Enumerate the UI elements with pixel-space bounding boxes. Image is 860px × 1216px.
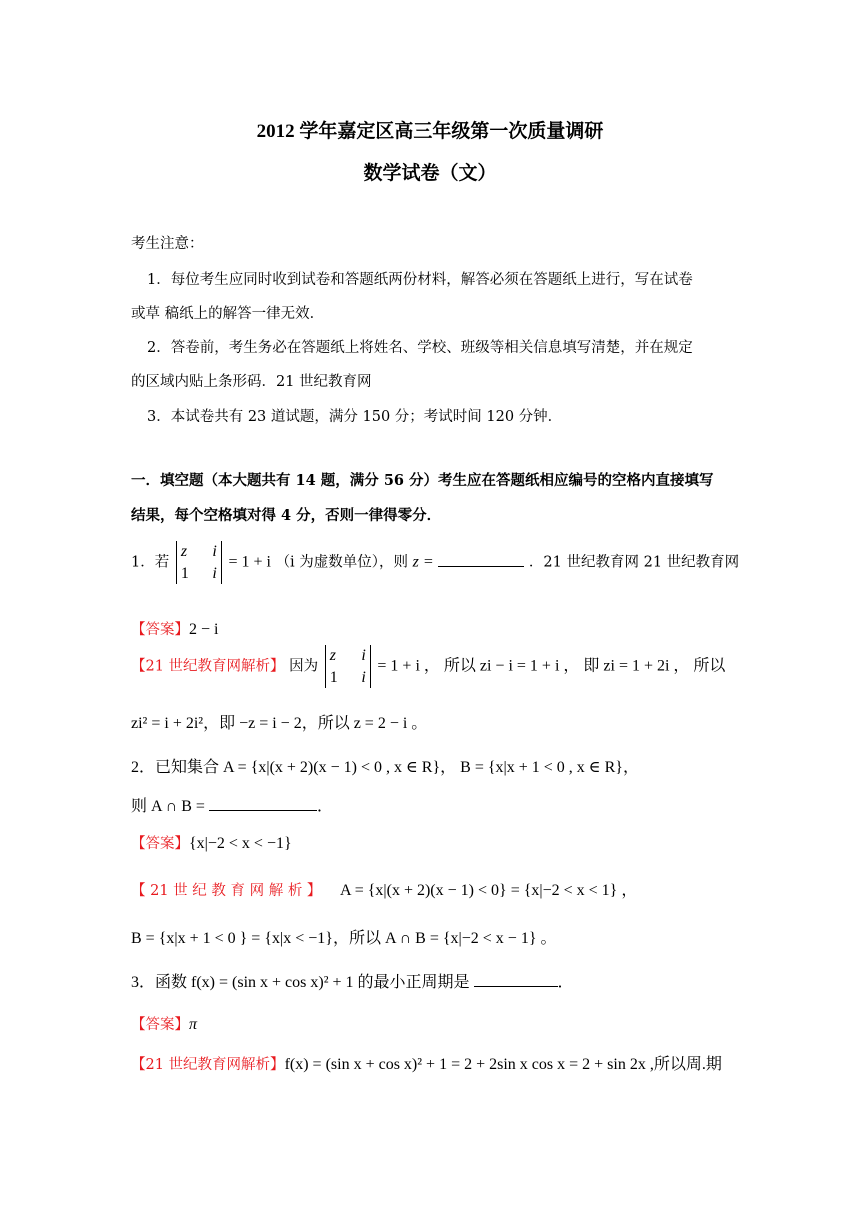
notice-heading: 考生注意： (131, 236, 204, 252)
question-1-equation: = 1 + i (228, 553, 271, 571)
analysis-text-a: f(x) = (sin x + cos x)² + 1 = 2 + 2sin x cos x = 2 + sin 2x ,所以周.期 (284, 1056, 722, 1073)
answer-label: 【答案】 (131, 622, 189, 638)
notice-item-1-line2: 或草 稿纸上的解答一律无效． (131, 306, 325, 322)
question-3-answer-blank (474, 972, 558, 987)
section-heading-line1: 一．填空题（本大题共有 14 题，满分 56 分）考生应在答题纸相应编号的空格内直接填写 (131, 472, 714, 489)
exam-subtitle: 数学试卷（文） (363, 163, 497, 184)
section-heading-line2: 结果，每个空格填对得 4 分，否则一律得零分． (131, 507, 442, 524)
question-2-answer (131, 834, 292, 853)
question-1-answer (131, 620, 218, 639)
question-3-analysis (131, 1055, 722, 1074)
question-2-line2: 则 A ∩ B = ． (131, 798, 333, 815)
answer-value: {x|−2 < x < −1} (189, 835, 292, 852)
question-2-analysis-cont: B = {x|x + 1 < 0 } = {x|x < −1}，所以 A ∩ B = {x|−2 < x − 1} 。 (131, 930, 557, 947)
analysis-determinant: z i 1 i (325, 645, 371, 688)
analysis-label: 【 21 世 纪 教 育 网 解 析 】 (131, 883, 322, 899)
notice-item-2-line2: 的区域内贴上条形码．21 世纪教育网 (131, 374, 372, 390)
answer-label: 【答案】 (131, 836, 189, 852)
question-1-analysis-cont: zi² = i + 2i²，即 −z = i − 2，所以 z = 2 − i 。 (131, 715, 428, 732)
answer-value: π (189, 1016, 198, 1033)
analysis-label: 【21 世纪教育网解析】 (131, 658, 285, 675)
notice-item-2-line1: 2．答卷前，考生务必在答题纸上将姓名、学校、班级等相关信息填写清楚，并在规定 (147, 340, 693, 356)
question-3-answer (131, 1015, 197, 1034)
notice-item-3-line1: 3．本试卷共有 23 道试题，满分 150 分；考试时间 120 分钟． (147, 409, 563, 425)
answer-value: 2 − i (189, 621, 219, 638)
notice-item-1-line1: 1．每位考生应同时收到试卷和答题纸两份材料，解答必须在答题纸上进行，写在试卷 (147, 272, 693, 288)
analysis-label: 【21 世纪教育网解析】 (131, 1057, 285, 1073)
question-1-tail: ．21 世纪教育网 21 世纪教育网 (528, 554, 740, 571)
question-1 (131, 541, 739, 584)
answer-label: 【答案】 (131, 1017, 189, 1033)
question-2-line1: 2．已知集合 A = {x|(x + 2)(x − 1) < 0 , x ∈ R}， B = {x|x + 1 < 0 , x ∈ R}， (131, 759, 639, 776)
question-1-ask: z = (412, 553, 434, 571)
question-1-prefix: 1．若 (131, 554, 170, 571)
question-3-line1: 3．函数 f(x) = (sin x + cos x)² + 1 的最小正周期是 ． (131, 974, 574, 991)
question-2-analysis (131, 881, 637, 900)
analysis-text-a: 因为 (289, 658, 319, 675)
exam-title: 2012 学年嘉定区高三年级第一次质量调研 (256, 121, 604, 142)
question-1-answer-blank (438, 552, 524, 567)
question-1-analysis (131, 645, 725, 688)
question-2-answer-blank (209, 796, 317, 811)
analysis-text-b: = 1 + i ， 所以 zi − i = 1 + i ， 即 zi = 1 + 2i ， 所以 (377, 657, 726, 675)
question-1-note: （i 为虚数单位），则 (275, 554, 409, 571)
analysis-text-a: A = {x|(x + 2)(x − 1) < 0} = {x|−2 < x < 1} ， (340, 882, 638, 899)
question-1-determinant: z i 1 i (176, 541, 222, 584)
